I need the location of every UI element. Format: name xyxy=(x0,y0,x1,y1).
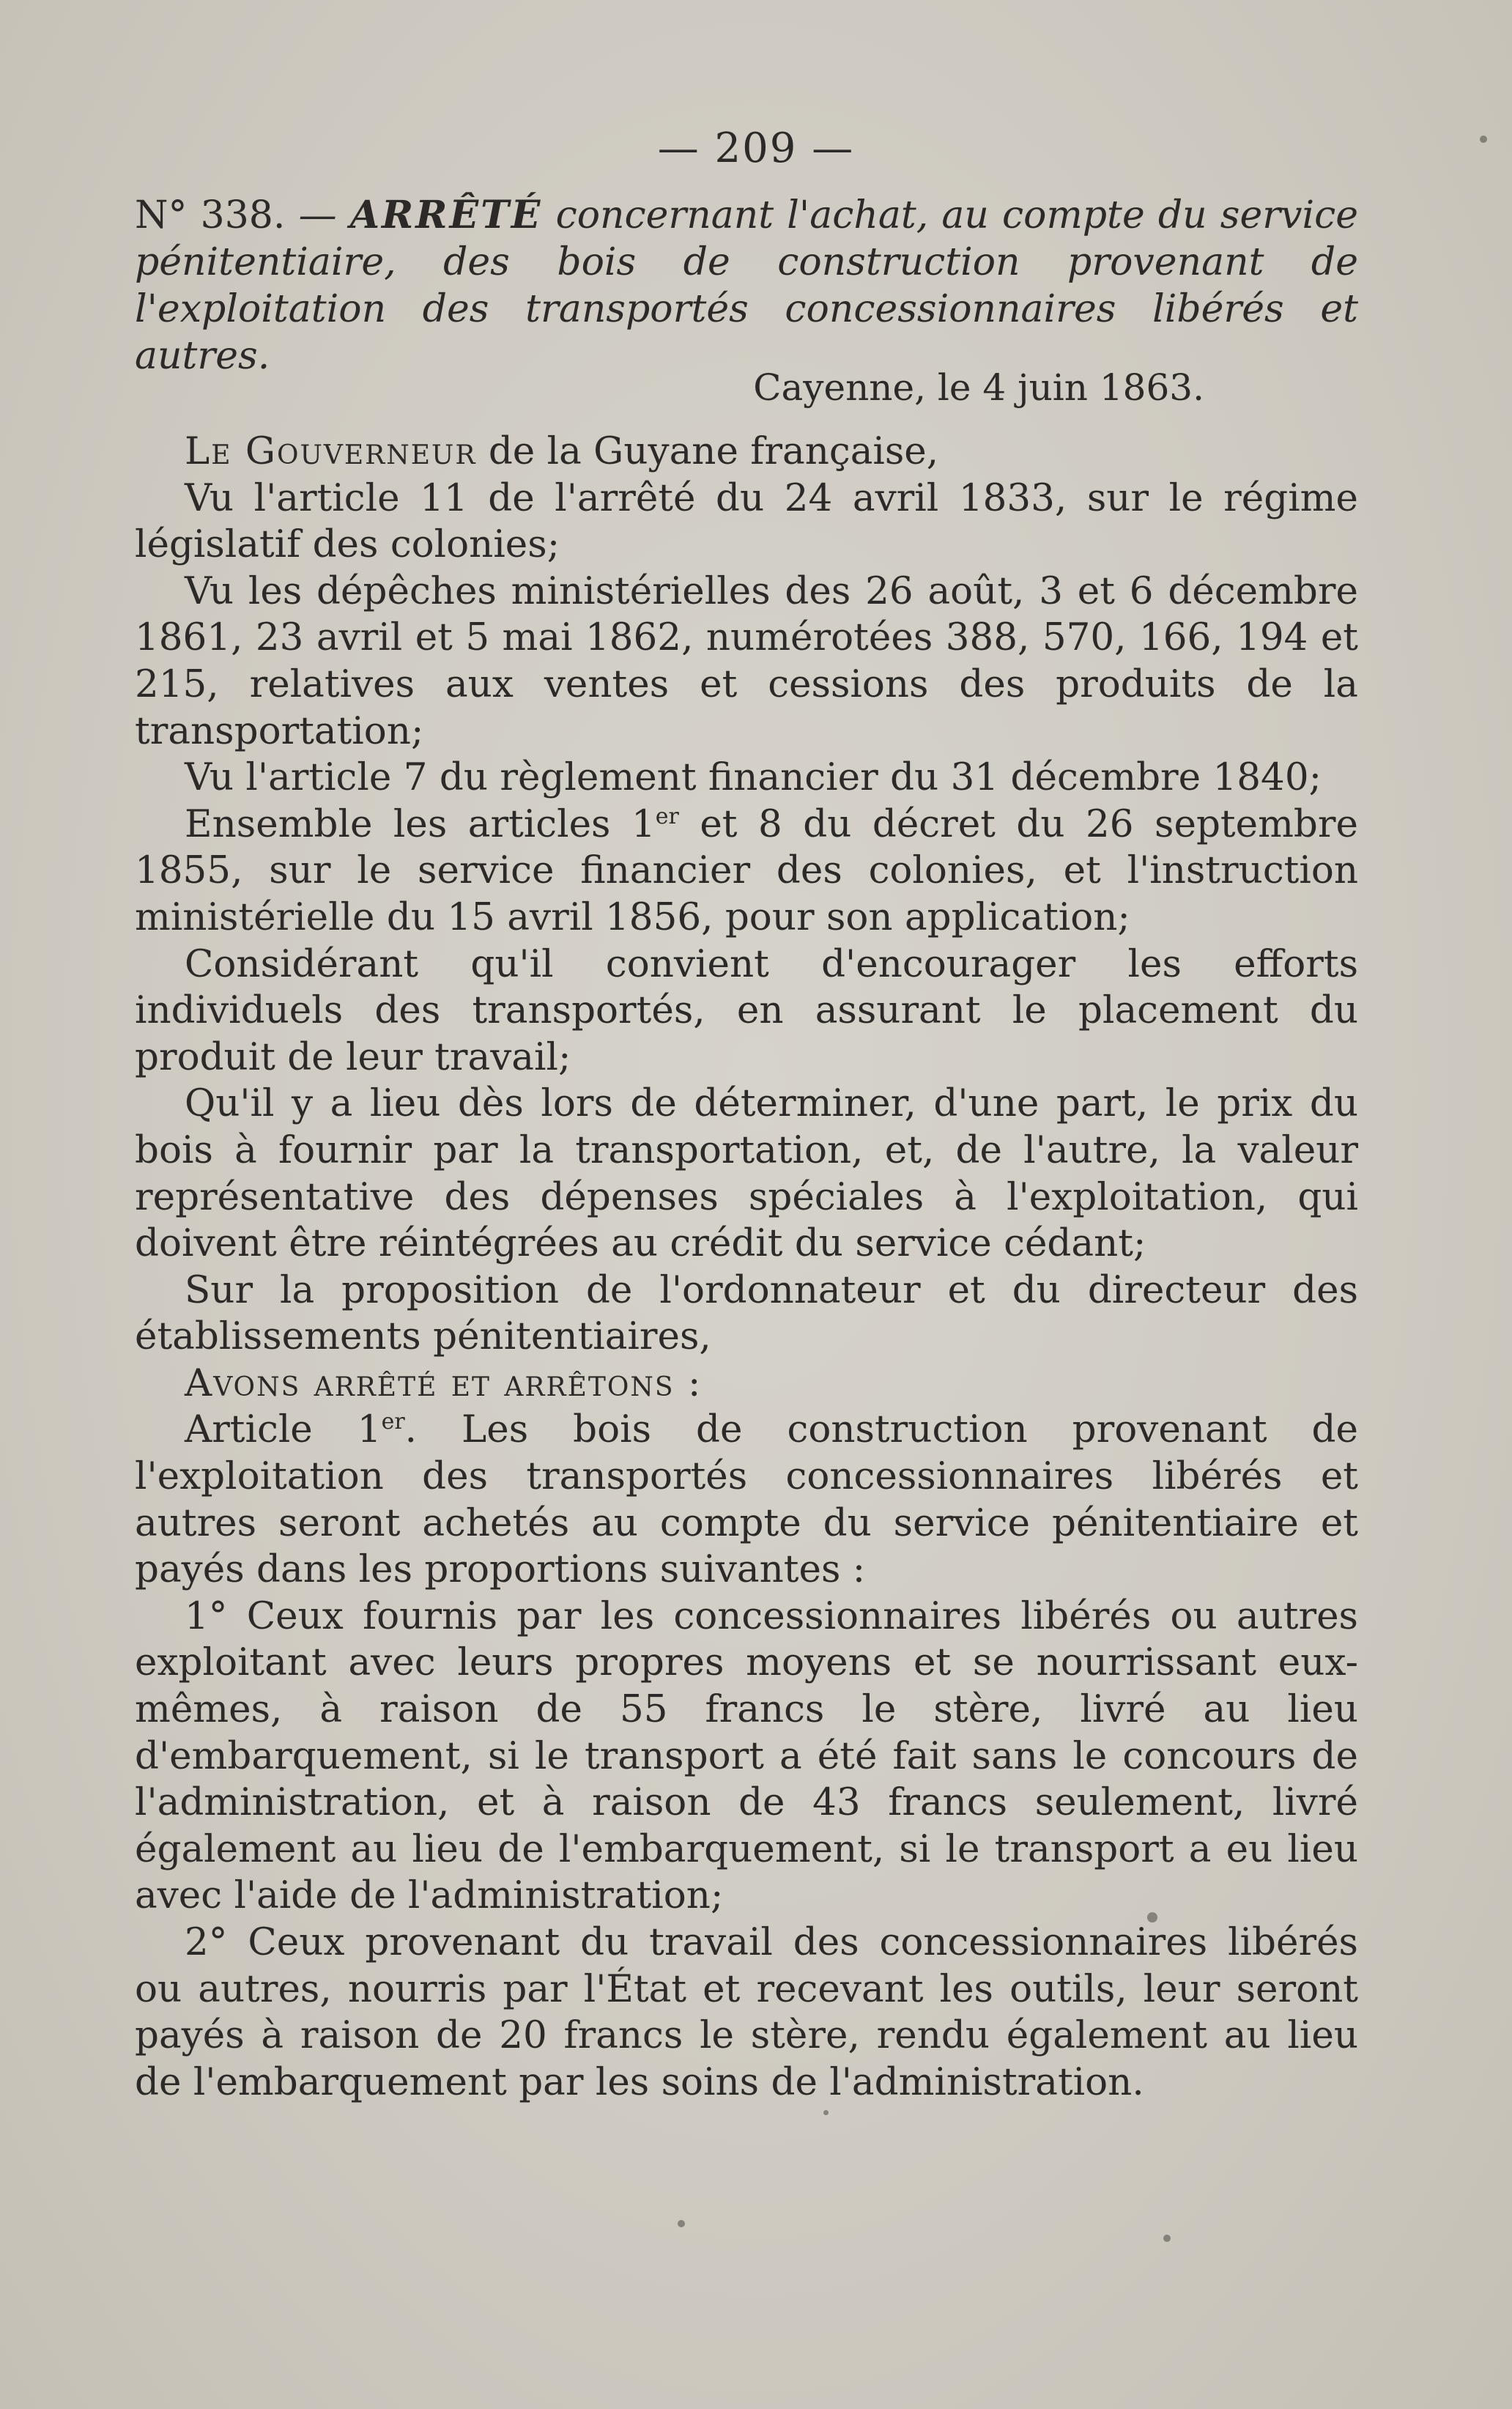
paragraph-vu-arrete: Vu l'article 11 de l'arrêté du 24 avril 1833, sur le régime législatif des colonies; xyxy=(135,475,1358,567)
governor-title: Le Gouverneur xyxy=(185,429,477,473)
act-heading xyxy=(135,192,1358,380)
act-number: N° 338. xyxy=(135,193,286,237)
paragraph-ensemble: Ensemble les articles 1er et 8 du décret du 26 septembre 1855, sur le service financier des colonies, et l'instruction ministérielle du 15 avril 1856, pour son application; xyxy=(135,802,1358,939)
paragraph-proposition: Sur la proposition de l'ordonnateur et du directeur des établissements pénitentiaires, xyxy=(135,1268,1358,1359)
paragraph-article-1: Article 1er. Les bois de construction provenant de l'exploitation des transportés concessionnaires libérés et autres seront achetés au compte du service pénitentiaire et payés dans les proportions suivantes : xyxy=(135,1407,1358,1592)
act-title: concernant l'achat, au compte du service pénitentiaire, des bois de construction provenant de l'exploitation des transportés concessionnaires libérés et autres. xyxy=(135,193,1358,378)
paragraph-item-1: 1° Ceux fournis par les concessionnaires libérés ou autres exploitant avec leurs propres moyens et se nourrissant eux-mêmes, à raison de 55 francs le stère, livré au lieu d'embarquement, si le transport a été fait sans le concours de l'administration, et à raison de 43 francs seulement, livré également au lieu de l'embarquement, si le transport a eu lieu avec l'aide de l'administration; xyxy=(135,1594,1358,1918)
paragraph-vu-reglement: Vu l'article 7 du règlement financier du 31 décembre 1840; xyxy=(185,755,1322,800)
heading-dash: — xyxy=(298,193,337,237)
paragraph-vu-depeches: Vu les dépêches ministérielles des 26 août, 3 et 6 décembre 1861, 23 avril et 5 mai 1862, numérotées 388, 570, 166, 194 et 215, relatives aux ventes et cessions des produits de la transportation; xyxy=(135,569,1358,753)
page-number: — 209 — xyxy=(657,125,855,172)
act-body xyxy=(135,429,1358,2106)
act-type: ARRÊTÉ xyxy=(349,193,543,237)
paragraph-governor: Le Gouverneur de la Guyane française, xyxy=(185,429,939,473)
paragraph-considerant: Considérant qu'il convient d'encourager les efforts individuels des transportés, en assurant le placement du produit de leur travail; xyxy=(135,941,1358,1079)
paragraph-quil-y-a-lieu: Qu'il y a lieu dès lors de déterminer, d'une part, le prix du bois à fournir par la transportation, et, de l'autre, la valeur représentative des dépenses spéciales à l'exploitation, qui doivent être réintégrées au crédit du service cédant; xyxy=(135,1081,1358,1266)
paragraph-avons-arrete: Avons arrêté et arrêtons : xyxy=(185,1361,703,1405)
dateline: Cayenne, le 4 juin 1863. xyxy=(753,366,1204,409)
paragraph-item-2: 2° Ceux provenant du travail des concessionnaires libérés ou autres, nourris par l'État et recevant les outils, leur seront payés à raison de 20 francs le stère, rendu également au lieu de l'embarquement par les soins de l'administration. xyxy=(135,1920,1358,2104)
